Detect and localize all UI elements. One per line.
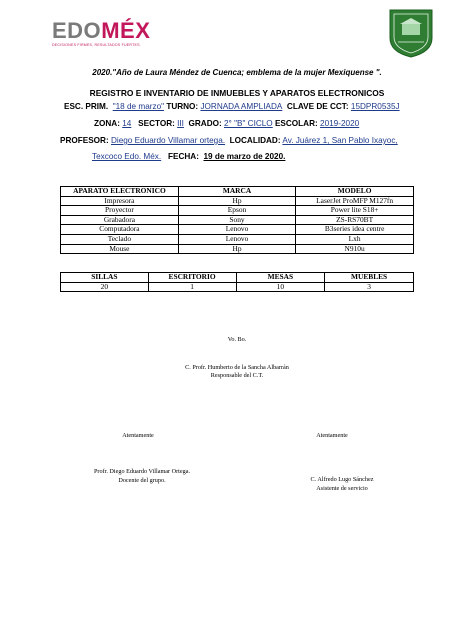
zona-label: ZONA: — [94, 119, 120, 128]
desk-count: 1 — [148, 282, 236, 292]
grado-value: 2° "B" CICLO — [224, 119, 273, 128]
esc-label: ESC. PRIM. — [64, 102, 109, 111]
brand-cell: Epson — [178, 206, 295, 216]
fecha-value: 19 de marzo de 2020. — [203, 152, 286, 161]
turno-label: TURNO: — [166, 102, 199, 111]
tables-col-header: MESAS — [236, 273, 325, 283]
brand-cell: Hp — [178, 244, 295, 254]
localidad-label: LOCALIDAD: — [229, 136, 281, 145]
sector-label: SECTOR: — [138, 119, 175, 128]
device-cell: Proyector — [61, 206, 179, 216]
assistant-role: Asistente de servicio — [316, 485, 368, 492]
brand-prefix: EDO — [52, 18, 102, 43]
model-cell: Lxh — [296, 234, 414, 244]
brand-cell: Hp — [178, 196, 295, 206]
date-line — [92, 152, 285, 161]
device-cell: Computadora — [61, 225, 179, 235]
year-motto: 2020."Año de Laura Méndez de Cuenca; emblema de la mujer Mexiquense ". — [92, 68, 382, 77]
device-col-header: APARATO ELECTRONICO — [61, 187, 179, 197]
model-cell: LaserJet ProMFP M127fn — [296, 196, 414, 206]
vobo-label: Vo. Bo. — [227, 336, 247, 343]
document-title: REGISTRO E INVENTARIO DE INMUEBLES Y APARATOS ELECTRONICOS — [89, 88, 385, 98]
brand-col-header: MARCA — [178, 187, 295, 197]
profesor-label: PROFESOR: — [60, 136, 109, 145]
device-cell: Grabadora — [61, 215, 179, 225]
tables-count: 10 — [236, 282, 325, 292]
furniture-col-header: MUEBLES — [325, 273, 414, 283]
device-cell: Teclado — [61, 234, 179, 244]
zona-value: 14 — [122, 119, 132, 128]
zone-line — [94, 119, 359, 128]
assistant-name: C. Alfredo Lugo Sánchez — [310, 476, 374, 483]
table-row — [61, 234, 414, 244]
escolar-value: 2019-2020 — [320, 119, 360, 128]
atentamente-right: Atentamente — [316, 432, 348, 439]
table-row — [61, 244, 414, 254]
model-cell: Power lite S18+ — [296, 206, 414, 216]
devices-header-row — [61, 187, 414, 197]
table-row — [61, 206, 414, 216]
localidad-value-2: Texcoco Edo. Méx. — [92, 152, 162, 161]
model-cell: B3series idea centre — [296, 225, 414, 235]
esc-value: "18 de marzo" — [112, 102, 165, 111]
brand-cell: Lenovo — [178, 225, 295, 235]
table-row — [61, 215, 414, 225]
chairs-count: 20 — [61, 282, 149, 292]
model-col-header: MODELO — [296, 187, 414, 197]
localidad-value: Av. Juárez 1, San Pablo Ixayoc, — [282, 136, 398, 145]
brand-cell: Lenovo — [178, 234, 295, 244]
turno-value: JORNADA AMPLIADA — [200, 102, 283, 111]
grado-label: GRADO: — [188, 119, 222, 128]
furniture-header-row — [61, 273, 414, 283]
director-role: Responsable del C.T. — [210, 372, 264, 379]
cct-value: 15DPR0535J — [350, 102, 400, 111]
device-cell: Impresora — [61, 196, 179, 206]
chairs-col-header: SILLAS — [61, 273, 149, 283]
furniture-table — [60, 272, 414, 292]
school-line — [64, 102, 400, 111]
fecha-label: FECHA: — [168, 152, 199, 161]
teacher-line — [60, 136, 398, 145]
sector-value: III — [177, 119, 184, 128]
table-row — [61, 196, 414, 206]
table-row — [61, 225, 414, 235]
devices-table — [60, 186, 414, 254]
school-shield-icon — [388, 8, 434, 58]
escolar-label: ESCOLAR: — [274, 119, 318, 128]
model-cell: ZS-RS70BT — [296, 215, 414, 225]
model-cell: N910u — [296, 244, 414, 254]
edomex-logo — [52, 20, 162, 56]
teacher-name: Profr. Diego Eduardo Villamar Ortega. — [93, 468, 191, 475]
teacher-role: Docente del grupo. — [118, 477, 166, 484]
profesor-value: Diego Eduardo Villamar ortega. — [110, 136, 226, 145]
table-row — [61, 282, 414, 292]
brand-cell: Sony — [178, 215, 295, 225]
director-name: C. Profr. Humberto de la Sancha Albarrán — [185, 364, 289, 371]
cct-label: CLAVE DE CCT: — [286, 102, 349, 111]
desk-col-header: ESCRITORIO — [148, 273, 236, 283]
device-cell: Mouse — [61, 244, 179, 254]
brand-tagline: DECISIONES FIRMES, RESULTADOS FUERTES. — [52, 43, 141, 47]
atentamente-left: Atentamente — [122, 432, 154, 439]
furniture-count: 3 — [325, 282, 414, 292]
brand-accent: MÉX — [101, 18, 151, 43]
